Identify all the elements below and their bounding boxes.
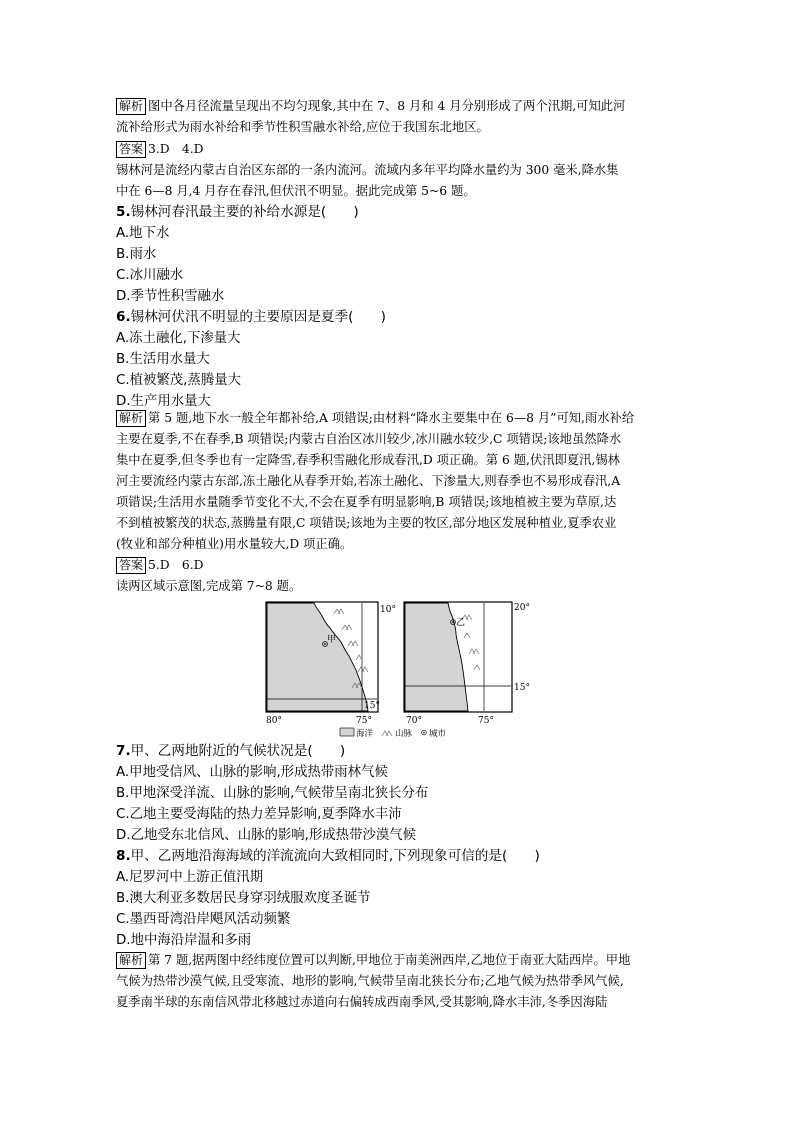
option-d[interactable]: D.乙地受东北信风、山脉的影响,形成热带沙漠气候 <box>116 828 417 843</box>
legend-city-label: 城市 <box>429 729 447 739</box>
question-stem <box>116 741 684 762</box>
analysis-text: 第 5 题,地下水一般全年都补给,A 项错误;由材料“降水主要集中在 6—8 月”可知,雨水补给 <box>148 411 635 425</box>
right-lon-left: 70° <box>406 716 422 726</box>
left-lon-right: 75° <box>356 716 372 726</box>
left-map <box>266 602 396 726</box>
option-a[interactable]: A.地下水 <box>116 226 170 241</box>
question-text: 甲、乙两地附近的气候状况是( ) <box>130 743 346 759</box>
left-lon-left: 80° <box>266 716 282 726</box>
answer-text: 5.D 6.D <box>148 558 204 572</box>
analysis-block-1 <box>116 96 684 138</box>
question-7 <box>116 741 684 846</box>
question-5 <box>116 202 684 307</box>
question-text: 锡林河伏汛不明显的主要原因是夏季( ) <box>130 309 386 325</box>
legend-ocean-swatch <box>340 728 354 736</box>
question-number: 7. <box>116 743 131 759</box>
right-lon-right: 75° <box>478 716 494 726</box>
answer-tag: 答案 <box>116 557 146 574</box>
analysis-text: 图中各月径流量呈现出不均匀现象,其中在 7、8 月和 4 月分别形成了两个汛期,可知此河 <box>148 99 626 113</box>
city-yi-label: 乙 <box>456 618 466 628</box>
option-c[interactable]: C.冰川融水 <box>116 268 184 283</box>
option-a[interactable]: A.尼罗河中上游正值汛期 <box>116 870 264 885</box>
region-maps-figure <box>264 600 530 740</box>
right-map <box>404 602 530 726</box>
analysis-line <box>116 950 684 971</box>
answer-block-2 <box>116 555 684 576</box>
analysis-tag: 解析 <box>116 98 146 115</box>
analysis-line <box>116 408 684 429</box>
answer-text: 3.D 4.D <box>148 142 204 156</box>
city-jia-label: 甲 <box>327 635 337 645</box>
right-lat-top: 20° <box>514 603 530 613</box>
analysis-text: 夏季南半球的东南信风带北移越过赤道向右偏转成西南季风,受其影响,降水丰沛,冬季因海陆 <box>116 995 608 1009</box>
question-8 <box>116 846 684 951</box>
analysis-tag: 解析 <box>116 952 146 969</box>
option-c[interactable]: C.乙地主要受海陆的热力差异影响,夏季降水丰沛 <box>116 807 402 822</box>
option-c[interactable]: C.墨西哥湾沿岸飓风活动频繁 <box>116 912 291 927</box>
answer-block-1 <box>116 139 684 160</box>
option-d[interactable]: D.生产用水量大 <box>116 394 211 409</box>
analysis-tag: 解析 <box>116 410 146 427</box>
passage-block <box>116 160 684 202</box>
option-a[interactable]: A.冻土融化,下渗量大 <box>116 331 241 346</box>
question-number: 6. <box>116 309 131 325</box>
analysis-text: 集中在夏季,但冬季也有一定降雪,春季积雪融化形成春汛,D 项正确。第 6 题,伏汛即夏汛,锡林 <box>116 453 620 467</box>
analysis-text: 河主要流经内蒙古东部,冻土融化从春季开始,若冻土融化、下渗量大,则春季也不易形成春汛,A <box>116 474 621 488</box>
option-a[interactable]: A.甲地受信风、山脉的影响,形成热带雨林气候 <box>116 765 388 780</box>
question-number: 8. <box>116 848 131 864</box>
analysis-text: 项错误;生活用水量随季节变化不大,不会在夏季有明显影响,B 项错误;该地植被主要为草原,达 <box>116 495 617 509</box>
map-legend <box>340 728 447 739</box>
question-text: 锡林河春汛最主要的补给水源是( ) <box>130 204 359 220</box>
left-lat-top: 10° <box>380 605 396 615</box>
passage-line: 中在 6—8 月,4 月存在春汛,但伏汛不明显。据此完成第 5~6 题。 <box>116 184 476 198</box>
analysis-text: 流补给形式为雨水补给和季节性积雪融水补给,应位于我国东北地区。 <box>116 120 489 134</box>
passage-line: 锡林河是流经内蒙古自治区东部的一条内流河。流域内多年平均降水量约为 300 毫米,降水集 <box>116 163 619 177</box>
question-6 <box>116 307 684 412</box>
figure-intro: 读两区域示意图,完成第 7~8 题。 <box>116 579 302 593</box>
question-stem <box>116 307 684 328</box>
option-b[interactable]: B.甲地深受洋流、山脉的影响,气候带呈南北狭长分布 <box>116 786 429 801</box>
option-d[interactable]: D.季节性积雪融水 <box>116 289 225 304</box>
option-b[interactable]: B.澳大利亚多数居民身穿羽绒服欢度圣诞节 <box>116 891 371 906</box>
analysis-text: 主要在夏季,不在春季,B 项错误;内蒙古自治区冰川较少,冰川融水较少,C 项错误;该地虽然降水 <box>116 432 622 446</box>
legend-ocean-label: 海洋 <box>356 729 374 739</box>
question-text: 甲、乙两地沿海海域的洋流流向大致相同时,下列现象可信的是( ) <box>130 848 540 864</box>
question-number: 5. <box>116 204 131 220</box>
analysis-text: (牧业和部分种植业)用水量较大,D 项正确。 <box>116 537 353 551</box>
answer-tag: 答案 <box>116 141 146 158</box>
legend-mountain-label: 山脉 <box>395 729 413 739</box>
option-d[interactable]: D.地中海沿岸温和多雨 <box>116 933 252 948</box>
legend-mountain-icon <box>382 731 392 736</box>
analysis-text: 气候为热带沙漠气候,且受寒流、地形的影响,气候带呈南北狭长分布;乙地气候为热带季风气候, <box>116 974 624 988</box>
option-c[interactable]: C.植被繁茂,蒸腾量大 <box>116 373 241 388</box>
option-b[interactable]: B.生活用水量大 <box>116 352 210 367</box>
analysis-line <box>116 96 684 117</box>
analysis-block-3 <box>116 950 684 1013</box>
analysis-block-2 <box>116 408 684 555</box>
option-b[interactable]: B.雨水 <box>116 247 157 262</box>
analysis-text: 不到植被繁茂的状态,蒸腾量有限,C 项错误;该地为主要的牧区,部分地区发展种植业,夏季农业 <box>116 516 617 530</box>
left-lat-bottom: 15° <box>364 701 380 711</box>
question-stem <box>116 846 684 867</box>
question-stem <box>116 202 684 223</box>
analysis-text: 第 7 题,据两图中经纬度位置可以判断,甲地位于南美洲西岸,乙地位于南亚大陆西岸。甲地 <box>148 953 631 967</box>
right-lat-bottom: 15° <box>514 683 530 693</box>
